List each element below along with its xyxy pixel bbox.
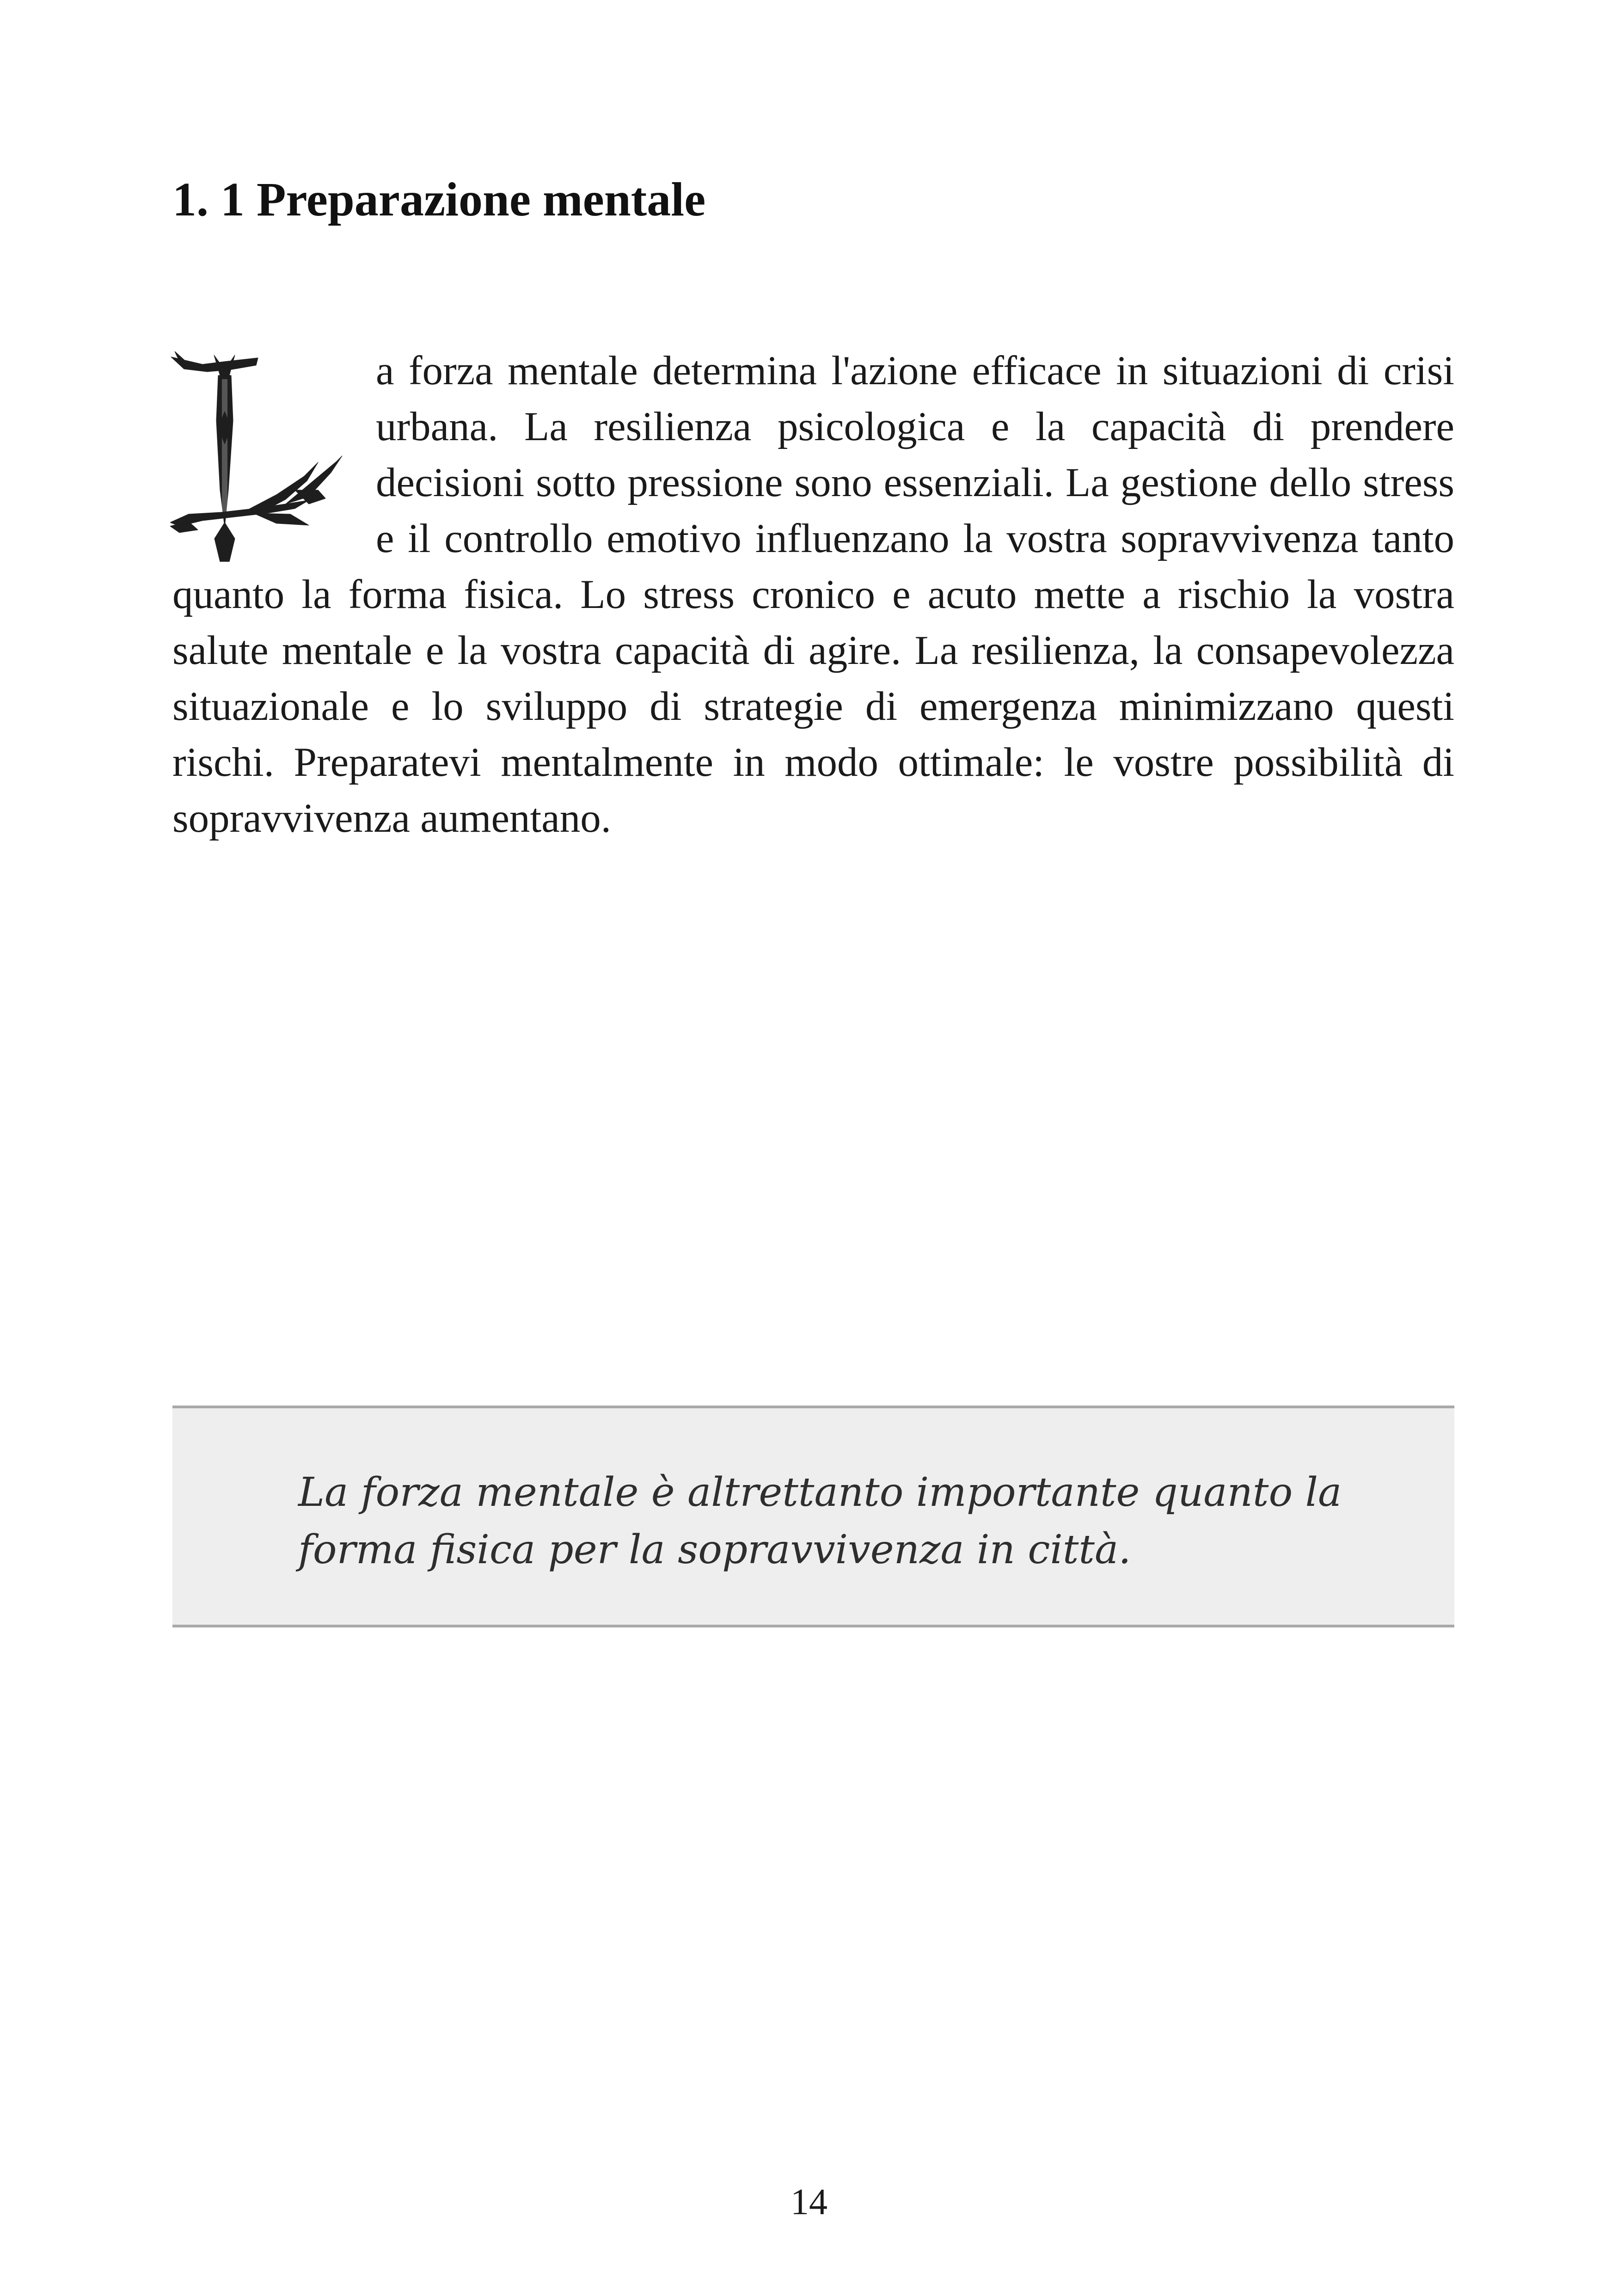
pull-quote-text: La forza mentale è altrettanto importante quanto la forma fisica per la sopravvivenza in città. [298,1469,1342,1573]
body-paragraph [172,343,1454,847]
body-paragraph-text: a forza mentale determina l'azione efficace in situazioni di crisi urbana. La resilienza psicologica e la capacità di prendere decisioni sotto pressione sono essenziali. La gestione dello stress e il controllo emotivo influenzano la vostra sopravvivenza tanto quanto la forma fisica. Lo stress cronico e acuto mette a rischio la vostra salute mentale e la vostra capacità di agire. La resilienza, la consapevolezza situazionale e lo sviluppo di strategie di emergenza minimizzano questi rischi. Preparatevi mentalmente in modo ottimale: le vostre possibilità di sopravvivenza aumentano. [172,348,1454,841]
drop-cap-space [172,343,376,567]
section-heading: 1. 1 Preparazione mentale [172,173,706,226]
pull-quote-box [172,1406,1454,1627]
page-number: 14 [791,2182,827,2222]
